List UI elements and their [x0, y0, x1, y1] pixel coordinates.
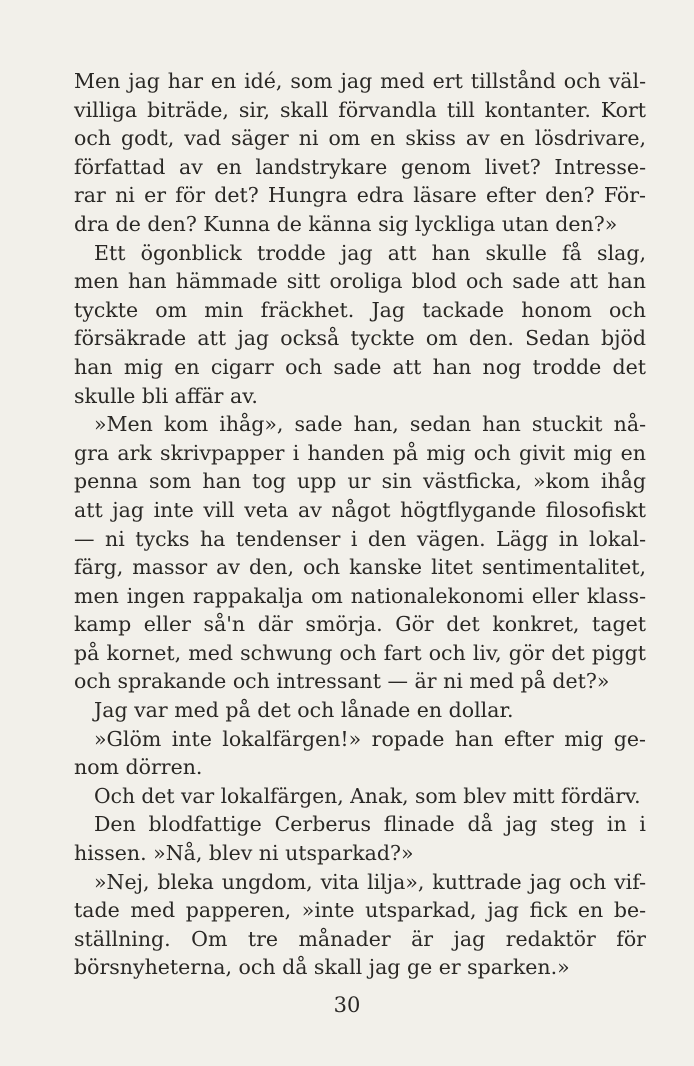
text-line: Och det var lokalfärgen, Anak, som blev mitt fördärv. [94, 783, 641, 808]
text-line: författad av en landstrykare genom livet? Intresse- [74, 154, 646, 179]
text-line: skulle bli affär av. [74, 383, 258, 408]
text-line: »Nej, bleka ungdom, vita lilja», kuttrade jag och vif- [94, 869, 646, 894]
text-line: börsnyheterna, och då skall jag ge er sparken.» [74, 955, 570, 980]
text-line: Den blodfattige Cerberus flinade då jag steg in i [94, 812, 646, 837]
text-line: men ingen rappakalja om nationalekonomi eller klass- [74, 583, 646, 608]
text-line: — ni tycks ha tendenser i den vägen. Lägg in lokal- [74, 526, 646, 551]
text-line: tyckte om min fräckhet. Jag tackade honom och [74, 297, 646, 322]
text-line: men han hämmade sitt oroliga blod och sade att han [74, 269, 646, 294]
text-line: penna som han tog upp ur sin västficka, »kom ihåg [74, 469, 646, 494]
text-line: försäkrade att jag också tyckte om den. Sedan bjöd [74, 326, 646, 351]
text-line: tade med papperen, »inte utsparkad, jag fick en be- [74, 898, 646, 923]
text-line: villiga biträde, sir, skall förvandla till kontanter. Kort [74, 97, 646, 122]
text-line: Ett ögonblick trodde jag att han skulle få slag, [94, 240, 646, 265]
text-line: han mig en cigarr och sade att han nog trodde det [74, 354, 646, 379]
text-line: ställning. Om tre månader är jag redaktör för [74, 926, 646, 951]
text-line: Jag var med på det och lånade en dollar. [94, 698, 514, 723]
text-line: på kornet, med schwung och fart och liv, gör det piggt [74, 640, 646, 665]
text-line: »Glöm inte lokalfärgen!» ropade han efter mig ge- [94, 726, 646, 751]
text-line: nom dörren. [74, 755, 203, 780]
text-line: Men jag har en idé, som jag med ert tillstånd och väl- [74, 69, 646, 93]
text-line: och godt, vad säger ni om en skiss av en lösdrivare, [74, 126, 646, 151]
page-number: 30 [333, 993, 361, 1017]
text-line: att jag inte vill veta av något högtflygande filosofiskt [74, 497, 646, 522]
body-text [74, 67, 646, 982]
text-line: färg, massor av den, och kanske litet sentimentalitet, [74, 555, 646, 580]
text-line: och sprakande och intressant — är ni med på det?» [74, 669, 610, 694]
text-line: rar ni er för det? Hungra edra läsare efter den? För- [74, 183, 646, 208]
text-line: gra ark skrivpapper i handen på mig och givit mig en [74, 440, 646, 465]
text-line: »Men kom ihåg», sade han, sedan han stuckit nå- [94, 412, 646, 437]
text-line: hissen. »Nå, blev ni utsparkad?» [74, 841, 414, 866]
text-line: kamp eller så'n där smörja. Gör det konkret, taget [74, 612, 646, 637]
text-line: dra de den? Kunna de känna sig lyckliga utan den?» [74, 211, 618, 236]
